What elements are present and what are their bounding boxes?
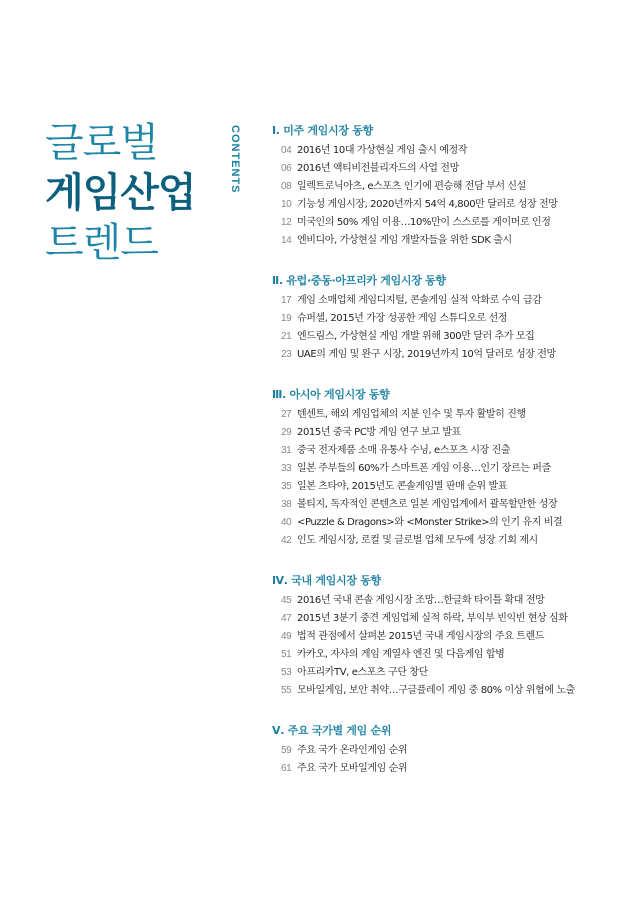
page-number: 31 [281, 445, 292, 456]
toc-entry[interactable] [272, 310, 632, 328]
page-number: 33 [281, 463, 292, 474]
toc-entry[interactable] [272, 664, 632, 682]
toc-entry[interactable] [272, 460, 632, 478]
toc-section [272, 120, 632, 250]
toc-entry[interactable] [272, 682, 632, 700]
page-number: 12 [281, 217, 292, 228]
section-heading[interactable]: Ⅲ. 아시아 게임시장 동향 [272, 388, 390, 401]
page-number: 45 [281, 595, 292, 606]
table-of-contents [272, 120, 632, 778]
toc-entry[interactable] [272, 514, 632, 532]
toc-entry[interactable] [272, 742, 632, 760]
section-heading[interactable]: Ⅱ. 유럽·중동·아프리카 게임시장 동향 [272, 274, 446, 287]
toc-entry[interactable] [272, 646, 632, 664]
toc-entry[interactable] [272, 178, 632, 196]
toc-entry[interactable] [272, 478, 632, 496]
entry-title: <Puzzle & Dragons>와 <Monster Strike>의 인기 유지 비결 [297, 517, 563, 528]
page-number: 08 [281, 181, 292, 192]
toc-entry[interactable] [272, 442, 632, 460]
page-number: 04 [281, 145, 292, 156]
title-line-2: 게임산업 [45, 170, 196, 216]
page-number: 17 [281, 295, 292, 306]
section-heading[interactable]: Ⅳ. 국내 게임시장 동향 [272, 574, 381, 587]
toc-entry[interactable] [272, 424, 632, 442]
toc-entry[interactable] [272, 214, 632, 232]
entry-title: 인도 게임시장, 로컬 및 글로벌 업체 모두에 성장 기회 제시 [297, 535, 538, 546]
toc-entry[interactable] [272, 760, 632, 778]
entry-title: 아프리카TV, e스포츠 구단 창단 [297, 667, 428, 678]
page-number: 49 [281, 631, 292, 642]
page-number: 10 [281, 199, 292, 210]
page-number: 38 [281, 499, 292, 510]
entry-title: 미국인의 50% 게임 이용…10%만이 스스로를 게이머로 인정 [297, 217, 551, 228]
page-number: 21 [281, 331, 292, 342]
entry-title: 볼티지, 독자적인 콘텐츠로 일본 게임업계에서 괄목할만한 성장 [297, 499, 558, 510]
toc-entry[interactable] [272, 232, 632, 250]
page-number: 61 [281, 763, 292, 774]
entry-title: 텐센트, 해외 게임업체의 지분 인수 및 투자 활발히 진행 [297, 409, 526, 420]
entry-title: 기능성 게임시장, 2020년까지 54억 4,800만 달러로 성장 전망 [297, 199, 558, 210]
toc-entry[interactable] [272, 196, 632, 214]
entry-title: 엔드림스, 가상현실 게임 개발 위해 300만 달러 추가 모집 [297, 331, 535, 342]
page-number: 23 [281, 349, 292, 360]
toc-entry[interactable] [272, 346, 632, 364]
page-number: 19 [281, 313, 292, 324]
document-title [45, 118, 196, 268]
toc-entry[interactable] [272, 406, 632, 424]
entry-title: 카카오, 자사의 게임 계열사 엔진 및 다음게임 합병 [297, 649, 505, 660]
toc-entry[interactable] [272, 142, 632, 160]
page-number: 51 [281, 649, 292, 660]
title-line-1: 글로벌 [45, 120, 158, 166]
section-heading[interactable]: Ⅴ. 주요 국가별 게임 순위 [272, 724, 392, 737]
toc-entry[interactable] [272, 292, 632, 310]
entry-title: 주요 국가 온라인게임 순위 [297, 745, 408, 756]
page-number: 40 [281, 517, 292, 528]
page-number: 29 [281, 427, 292, 438]
contents-label: CONTENTS [229, 125, 241, 194]
toc-entry[interactable] [272, 328, 632, 346]
toc-entry[interactable] [272, 592, 632, 610]
entry-title: 엔비디아, 가상현실 게임 개발자들을 위한 SDK 출시 [297, 235, 512, 246]
page-number: 27 [281, 409, 292, 420]
entry-title: 일본 츠타야, 2015년도 콘솔게임별 판매 순위 발표 [297, 481, 507, 492]
entry-title: 2016년 국내 콘솔 게임시장 조망…한글화 타이틀 확대 전망 [297, 595, 545, 606]
entry-title: 일렉트로닉아츠, e스포츠 인기에 편승해 전담 부서 신설 [297, 181, 526, 192]
toc-entry[interactable] [272, 160, 632, 178]
page-number: 06 [281, 163, 292, 174]
toc-entry[interactable] [272, 532, 632, 550]
toc-section [272, 570, 632, 700]
page-number: 47 [281, 613, 292, 624]
entry-title: 2016년 액티비전블리자드의 사업 전망 [297, 163, 459, 174]
entry-title: 2015년 중국 PC방 게임 연구 보고 발표 [297, 427, 461, 438]
page-number: 14 [281, 235, 292, 246]
toc-section [272, 270, 632, 364]
entry-title: 중국 전자제품 소매 유통사 수닝, e스포츠 시장 진출 [297, 445, 511, 456]
entry-title: 슈퍼셀, 2015년 가장 성공한 게임 스튜디오로 선정 [297, 313, 507, 324]
entry-title: 2016년 10대 가상현실 게임 출시 예정작 [297, 145, 468, 156]
entry-title: 일본 주부들의 60%가 스마트폰 게임 이용…인기 장르는 퍼즐 [297, 463, 551, 474]
toc-entry[interactable] [272, 496, 632, 514]
entry-title: 모바일게임, 보안 취약…구글플레이 게임 중 80% 이상 위협에 노출 [297, 685, 575, 696]
entry-title: 법적 관점에서 살펴본 2015년 국내 게임시장의 주요 트렌드 [297, 631, 545, 642]
page-number: 55 [281, 685, 292, 696]
toc-section [272, 720, 632, 778]
page-number: 42 [281, 535, 292, 546]
page-number: 53 [281, 667, 292, 678]
entry-title: 게임 소매업체 게임디지털, 콘솔게임 실적 악화로 수익 급감 [297, 295, 542, 306]
entry-title: 주요 국가 모바일게임 순위 [297, 763, 408, 774]
toc-entry[interactable] [272, 628, 632, 646]
title-line-3: 트렌드 [45, 220, 158, 266]
toc-entry[interactable] [272, 610, 632, 628]
toc-section [272, 384, 632, 550]
entry-title: 2015년 3분기 중견 게임업체 실적 하락, 부익부 빈익빈 현상 심화 [297, 613, 568, 624]
page-number: 35 [281, 481, 292, 492]
page-number: 59 [281, 745, 292, 756]
section-heading[interactable]: Ⅰ. 미주 게임시장 동향 [272, 124, 373, 137]
entry-title: UAE의 게임 및 완구 시장, 2019년까지 10억 달러로 성장 전망 [297, 349, 556, 360]
